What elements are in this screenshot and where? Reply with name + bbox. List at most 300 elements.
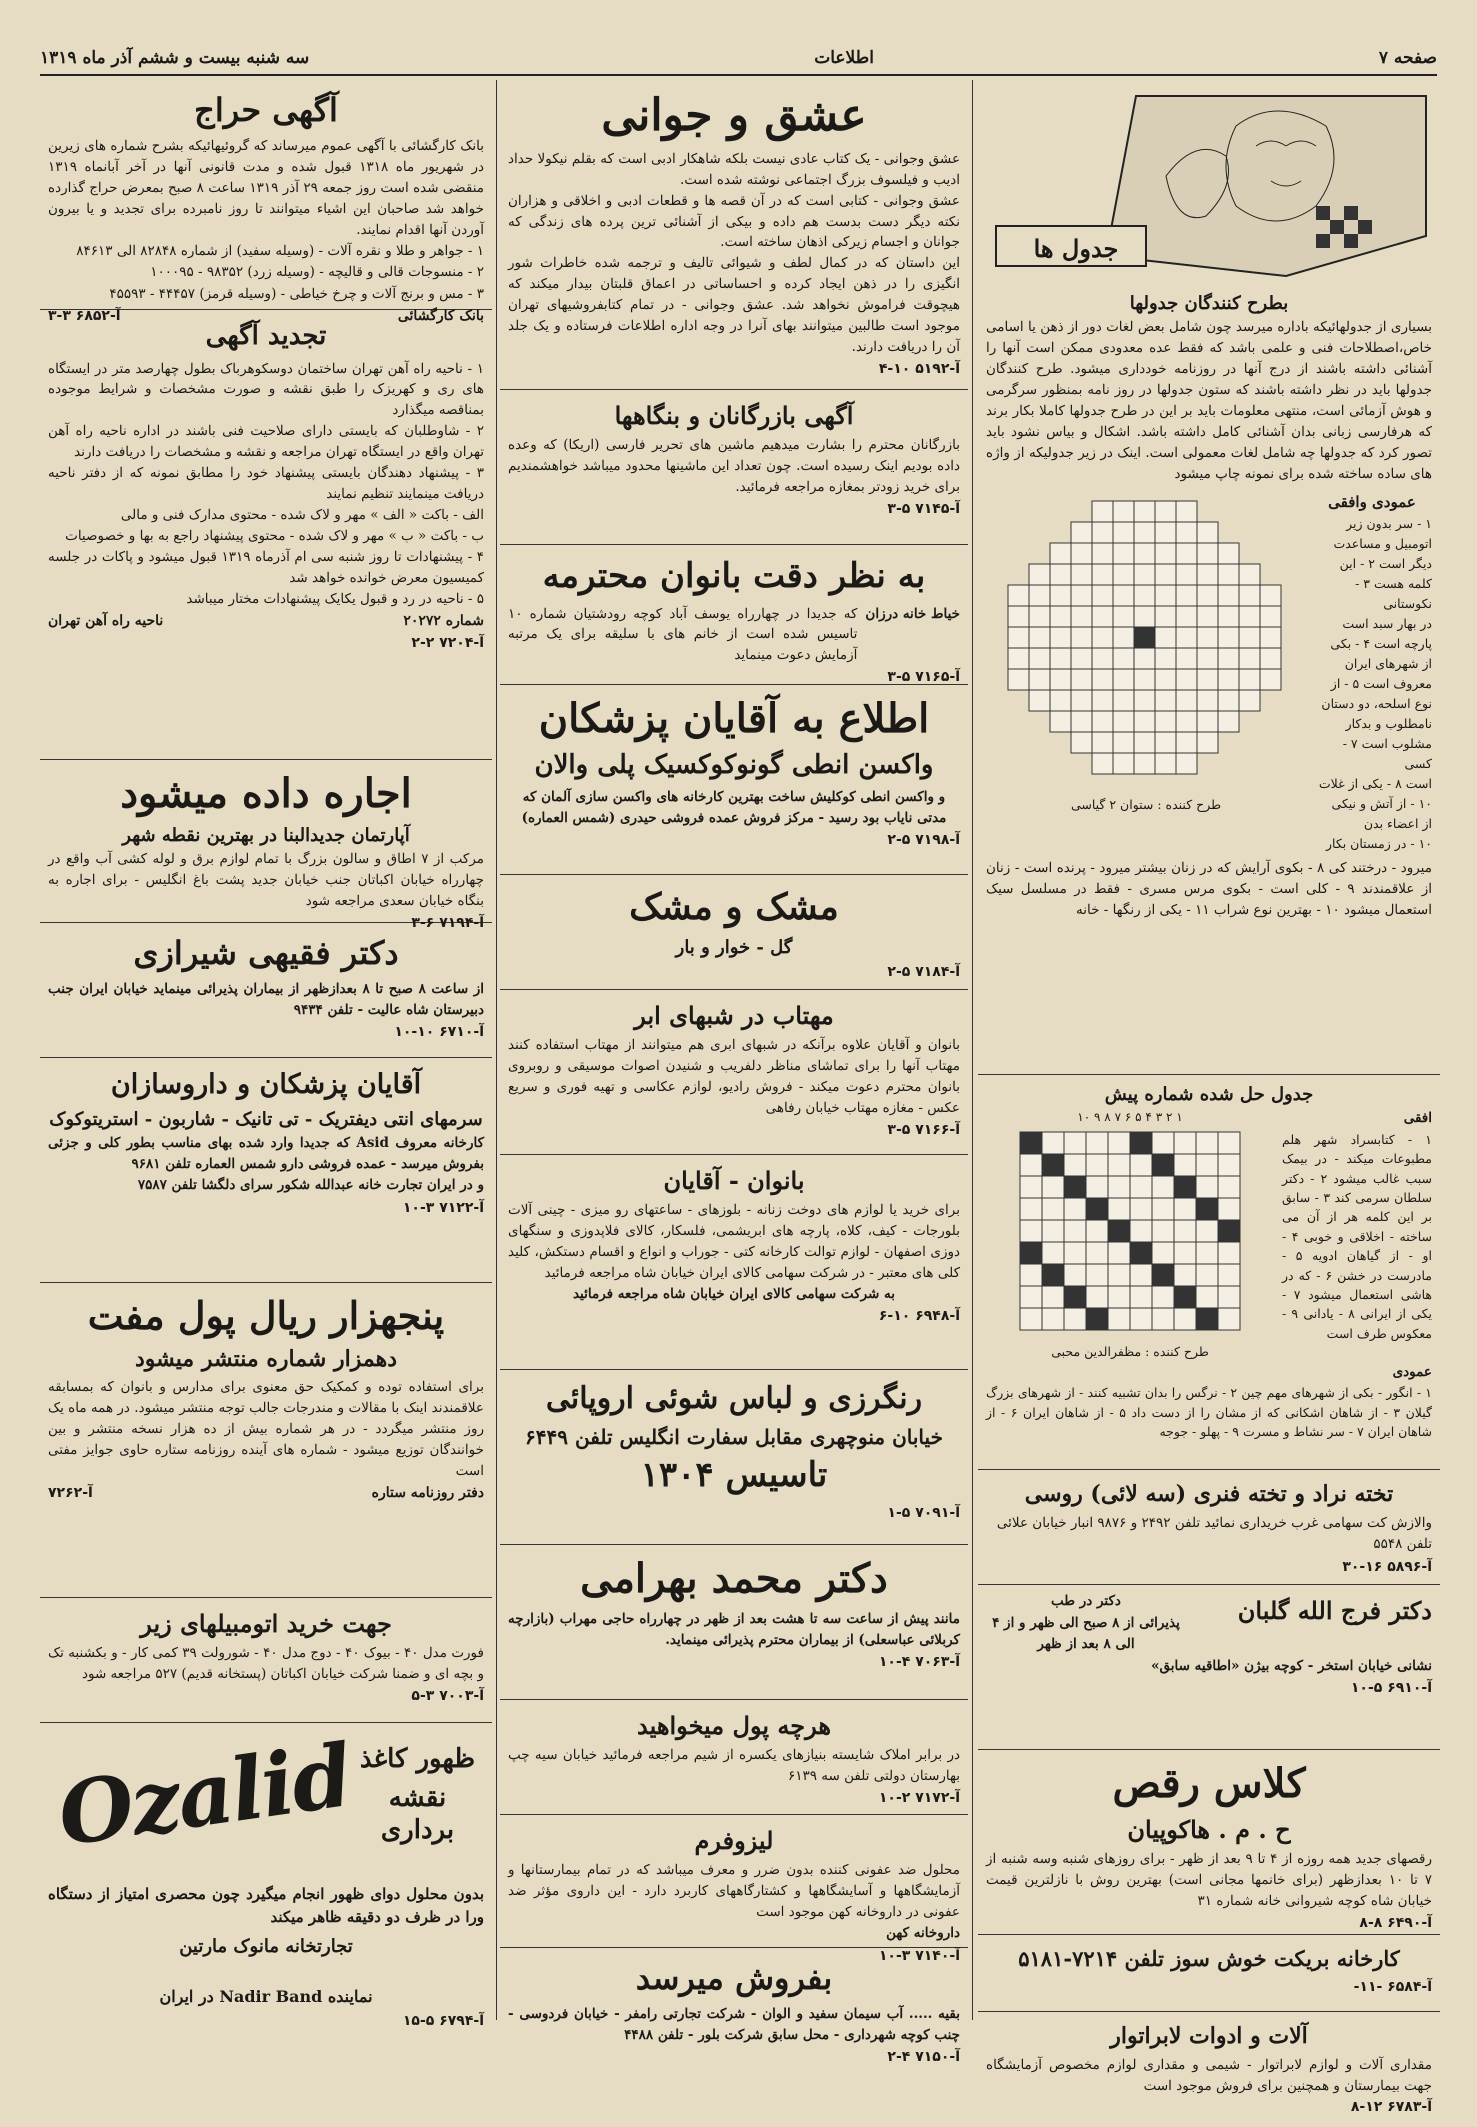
grid-cell: [1239, 648, 1260, 669]
solved-cell: [1152, 1132, 1174, 1154]
newspaper-name: اطلاعات: [814, 48, 874, 68]
grid-cell: [1134, 585, 1155, 606]
solved-cell: [1042, 1220, 1064, 1242]
briquette-title: کارخانه بریکت خوش سوز تلفن ۷۲۱۴-۵۱۸۱: [1018, 1946, 1400, 1971]
solved-cell: [1064, 1242, 1086, 1264]
grid-cell: [1155, 690, 1176, 711]
grid-cell: [1176, 501, 1197, 522]
auction-body: بانک کارگشائی با آگهی عموم میرساند که گروئیهائیکه بشرح شماره های زیرین در شهریور ماه ۱۳۱۸ قبول شده و مدت قانونی آنها در آخر آبانماه ۱۳۱۹ منقضی شده است روز جمعه ۲۹ آذر ۱۳۱۹ ساعت ۸ صبح بمعرض حراج گذارده خواهد شد صاحبان این اشیاء میتوانند تا روز نامبرده برای تجدید و یا بیرون آوردن آنها اقدام نمایند.: [48, 138, 484, 238]
grid-cell: [1239, 690, 1260, 711]
grid-cell: [1155, 732, 1176, 753]
grid-cell: [1050, 669, 1071, 690]
grid-cell: [1092, 501, 1113, 522]
renewal-title: تجدید آگهی: [205, 321, 327, 351]
ladies2-body: برای خرید یا لوازم های دوخت زنانه - بلوزهای - ساعتهای رو میزی - چینی آلات بلورجات - کیف، کلاه، پارچه های ابریشمی، فلسکار، کالای فلاپدوزی و سنگهای دوزی اصفهان - لوازم توالت کارخانه کتی - جوراب و انواع و اقسام دستکش، کلید کلی های معتبر - در شرکت سهامی کالای ایران خیابان شاه مراجعه فرمائید: [508, 1202, 960, 1281]
across-clue: نامطلوب و بدکار: [1345, 716, 1432, 732]
solved-black-cell: [1152, 1264, 1174, 1286]
love-body-2: عشق وجوانی - کتابی است که در آن قصه ها و قطعات ادبی و اخلاقی و هزاران نکته دیگر دست بدست هم داده و بیکی از آشنائی ترین پرده های زندگی که جوانان و اجسام زیرکی اذهان ساخته است.: [508, 192, 960, 251]
solved-cell: [1086, 1176, 1108, 1198]
solved-black-cell: [1064, 1176, 1086, 1198]
solved-cell: [1196, 1220, 1218, 1242]
grid-cell: [1071, 690, 1092, 711]
grid-cell: [1260, 585, 1281, 606]
grid-cell: [1218, 711, 1239, 732]
grid-cell: [1071, 732, 1092, 753]
dr-bahrami-ad: [500, 1545, 968, 1700]
bahrami-body: مانند پیش از ساعت سه تا هشت بعد از ظهر در چهارراه حاجی مهراب (بازارچه کربلائی عباسعلی) از بیماران محترم پذیرائی مینماید.: [508, 1611, 960, 1648]
solved-cell: [1130, 1220, 1152, 1242]
grid-cell: [1260, 627, 1281, 648]
dance-title: کلاس رقص: [1112, 1760, 1306, 1807]
faghihi-title: دکتر فقیهی شیرازی: [133, 934, 399, 972]
cars-title: جهت خرید اتومبیلهای زیر: [140, 1609, 392, 1638]
window-title: پنجهزار ریال پول مفت: [87, 1293, 445, 1338]
across-clue: ۱۰ - در زمستان بکار: [1325, 836, 1432, 852]
pharma-body: کارخانه معروف Asid که جدیدا وارد شده بهای مناسب بطور کلی و جزئی بفروش میرسد - عمده فروشی دارو شمس العماره تلفن ۹۶۸۱: [48, 1135, 485, 1173]
grid-cell: [1176, 627, 1197, 648]
solved-cell: [1064, 1198, 1086, 1220]
solved-cell: [1130, 1264, 1152, 1286]
dance-teacher: ح . م . هاکوپیان: [1127, 1815, 1291, 1844]
across-clue: ۱ - سر بدون زیر: [1346, 516, 1432, 532]
grid-cell: [1029, 564, 1050, 585]
doctor-golban-ref: آ-۶۹۱۰ ۵-۱۰: [1350, 1680, 1432, 1697]
grid-cell: [1071, 606, 1092, 627]
grid-cell: [1197, 690, 1218, 711]
grid-cell: [1176, 732, 1197, 753]
grid-cell: [1176, 564, 1197, 585]
pharma-ad: [40, 1058, 492, 1283]
grid-cell: [1008, 585, 1029, 606]
solved-black-cell: [1086, 1308, 1108, 1330]
grid-cell: [1155, 585, 1176, 606]
mahtab-ref: آ-۷۱۶۶ ۵-۳: [887, 1121, 960, 1138]
solved-cell: [1020, 1176, 1042, 1198]
solved-cell: [1152, 1198, 1174, 1220]
solved-cell: [1108, 1308, 1130, 1330]
solved-cell: [1042, 1132, 1064, 1154]
musk-ref: آ-۷۱۸۴ ۵-۲: [887, 964, 960, 981]
grid-cell: [1092, 627, 1113, 648]
grid-cell: [1092, 606, 1113, 627]
grid-cell: [1176, 711, 1197, 732]
solved-cell: [1130, 1286, 1152, 1308]
briquette-ref: آ-۶۵۸۴ -۱۱-: [1353, 1979, 1432, 1996]
renewal-item: الف - باکت « الف » مهر و لاک شده - محتوی مدارک فنی و مالی: [120, 506, 484, 523]
page-header: [40, 42, 1437, 76]
solved-cell: [1086, 1220, 1108, 1242]
dyeing-ad: [500, 1370, 968, 1545]
renewal-sign: ناحیه راه آهن تهران: [48, 612, 164, 629]
doctor-golban-sub: دکتر در طب: [1051, 1593, 1121, 1609]
doctor-golban-ad: [978, 1585, 1440, 1750]
renewal-item: ۳ - پیشنهاد دهندگان بایستی پیشنهاد خود را مطابق نمونه که از دفتر ناحیه دریافت مینمایند تنظیم نمایند: [48, 465, 484, 503]
grid-cell: [1029, 669, 1050, 690]
sale-title: بفروش میرسد: [635, 1959, 833, 1997]
grid-cell: [1092, 711, 1113, 732]
grid-cell: [1134, 648, 1155, 669]
lysoform-title: لیزوفرم: [694, 1826, 774, 1855]
solved-cell: [1152, 1286, 1174, 1308]
renewal-item: ۴ - پیشنهادات تا روز شنبه سی ام آذرماه ۱۳۱۹ قبول میشود و پاکات در جلسه کمیسیون معرض خوانده خواهد شد: [48, 548, 484, 586]
briquette-ad: [978, 1935, 1440, 2012]
across-clue: از شهرهای ایران: [1344, 656, 1432, 672]
grid-cell: [1197, 648, 1218, 669]
across-clue: نوع اسلحه، دو دستان: [1321, 696, 1432, 712]
grid-cell: [1197, 543, 1218, 564]
solved-cell: [1196, 1242, 1218, 1264]
ladies-ref: آ-۷۱۶۵ ۵-۳: [887, 669, 960, 686]
merchants-title: آگهی بازرگانان و بنگاهها: [614, 401, 854, 430]
grid-cell: [1092, 690, 1113, 711]
rent-ref: آ-۷۱۹۴ ۶-۳: [411, 915, 484, 932]
grid-cell: [1008, 648, 1029, 669]
grid-cell: [1113, 627, 1134, 648]
love-body-3: این داستان که در کمال لطف و شیوائی تالیف و ترجمه شده خاطرات شور انگیزی را در ذهن ایجاد کرده و احساساتی در اعماق قلبتان بیدار میکند که هیچوقت فراموش نخواهد شد. عشق وجوانی - در تمام کتابفروشیهای تهران موجود است طالبین میتوانند بهای آنرا در وجه اداره اطلاعات فرستاده و یک جلد آن را دریافت دارند.: [508, 255, 960, 356]
solved-cell: [1064, 1132, 1086, 1154]
auction-ad: [40, 80, 492, 325]
grid-cell: [1134, 753, 1155, 774]
window-sign: دفتر روزنامه ستاره: [371, 1484, 484, 1501]
renewal-number: شماره ۲۰۲۷۲: [403, 612, 484, 629]
grid-cell: [1092, 585, 1113, 606]
grid-cell: [1176, 753, 1197, 774]
mahtab-title: مهتاب در شبهای ابر: [634, 1001, 834, 1030]
solved-black-cell: [1108, 1220, 1130, 1242]
grid-cell: [1176, 522, 1197, 543]
solved-black-cell: [1042, 1154, 1064, 1176]
solved-cell: [1042, 1242, 1064, 1264]
solved-cell: [1174, 1308, 1196, 1330]
grid-cell: [1092, 753, 1113, 774]
solved-cell: [1086, 1264, 1108, 1286]
solved-cell: [1108, 1154, 1130, 1176]
grid-cell: [1029, 690, 1050, 711]
grid-cell: [1218, 627, 1239, 648]
auction-sign: بانک کارگشائی: [397, 308, 484, 325]
window-sub: دهمزار شماره منتشر میشود: [134, 1345, 397, 1372]
plywood-ref: آ-۵۸۹۶ ۱۶-۳۰: [1342, 1558, 1432, 1575]
solved-cell: [1130, 1154, 1152, 1176]
ozalid-body: بدون محلول دوای ظهور انجام میگیرد چون محصری امتیاز از دستگاه ورا در ظرف دو دقیقه ظاهر میکند: [48, 1884, 484, 1926]
solved-cell: [1196, 1154, 1218, 1176]
grid-cell: [1008, 627, 1029, 648]
solved-cell: [1042, 1286, 1064, 1308]
grid-cell: [1218, 564, 1239, 585]
grid-cell: [1092, 564, 1113, 585]
grid-cell: [1197, 732, 1218, 753]
solved-cell: [1020, 1286, 1042, 1308]
across-clue: کلمه هست ۳ - نکوستانی: [1355, 576, 1432, 612]
grid-cell: [1155, 711, 1176, 732]
solved-cell: [1218, 1286, 1240, 1308]
solved-cell: [1086, 1132, 1108, 1154]
crossword-banner-text: جدول ها: [1033, 234, 1119, 263]
grid-cell: [1113, 606, 1134, 627]
cars-ad: [40, 1598, 492, 1723]
page-number: صفحه ۷: [1378, 48, 1437, 68]
grid-cell: [1155, 564, 1176, 585]
solved-cell: [1086, 1242, 1108, 1264]
vaccine-ref: آ-۷۱۹۸ ۵-۲: [887, 831, 960, 848]
crossword-section: [978, 80, 1440, 1075]
grid-cell: [1050, 627, 1071, 648]
grid-cell: [1155, 501, 1176, 522]
vaccine-title: اطلاع به آقایان پزشکان: [538, 695, 930, 742]
grid-cell: [1197, 669, 1218, 690]
grid-cell: [1218, 606, 1239, 627]
grid-cell: [1008, 606, 1029, 627]
cars-body: فورت مدل ۴۰ - بیوک ۴۰ - دوج مدل ۴۰ - شورولت ۳۹ کمی کار - و بکشنبه تک و بچه ای و ضمنا شرکت خیابان اکباتان (پستخانه قدیم) ۵۲۷ مراجعه شود: [48, 1645, 484, 1683]
grid-cell: [1134, 543, 1155, 564]
ozalid-logo: Ozalid: [52, 1724, 357, 1866]
solved-black-cell: [1152, 1154, 1174, 1176]
renewal-item: ۲ - شاوطلبان که بایستی دارای صلاحیت فنی باشند در اداره ناحیه راه آهن تهران واقع در ایستگاه تهران مراجعه و نقشه و مشخصات را دریافت دارند: [48, 423, 484, 461]
grid-cell: [1176, 690, 1197, 711]
ozalid-ref: آ-۶۷۹۴ ۵-۱۵: [402, 2012, 484, 2029]
doctor-golban-address: نشانی خیابان استخر - کوچه بیژن «اطاقیه سابق»: [1151, 1657, 1432, 1674]
grid-cell: [1008, 669, 1029, 690]
grid-cell: [1029, 585, 1050, 606]
solved-cell: [1108, 1132, 1130, 1154]
renewal-item: ۱ - ناحیه راه آهن تهران ساختمان دوسکوهرباک بطول چهارصد متر در ایستگاه های ری و کهریزک را طبق نقشه و صورت مشخصات و شرایط موجوده بمناقصه میگذارد: [48, 360, 484, 419]
window-ref: آ-۷۲۶۲: [48, 1484, 93, 1501]
solved-cell: [1218, 1132, 1240, 1154]
solved-cell: [1174, 1198, 1196, 1220]
grid-cell: [1071, 522, 1092, 543]
grid-cell: [1176, 606, 1197, 627]
solved-cell: [1152, 1242, 1174, 1264]
dye-established: تاسیس ۱۳۰۴: [640, 1454, 828, 1495]
grid-cell: [1239, 669, 1260, 690]
crossword-grid: [986, 491, 1306, 791]
grid-cell: [1113, 732, 1134, 753]
dr-faghihi-ad: [40, 923, 492, 1058]
merchants-body: بازرگانان محترم را بشارت میدهیم ماشین های تحریر فارسی (اریکا) که وعده داده بودیم اینک رسیده است. چون تعداد این ماشینها محدود میباشد خواهشمندیم برای خرید زودتر بمغازه مراجعه فرمائید.: [508, 437, 960, 496]
grid-cell: [1050, 606, 1071, 627]
grid-cell: [1197, 564, 1218, 585]
solved-cell: [1196, 1176, 1218, 1198]
grid-cell: [1050, 648, 1071, 669]
grid-cell: [1155, 606, 1176, 627]
designers-title: بطرح کنندگان جدولها: [1129, 293, 1289, 314]
across-clue: اتومبیل و مساعدت: [1333, 536, 1432, 552]
grid-cell: [1071, 627, 1092, 648]
grid-cell: [1218, 690, 1239, 711]
grid-cell: [1134, 690, 1155, 711]
grid-cell: [1029, 627, 1050, 648]
solved-cell: [1108, 1242, 1130, 1264]
grid-cell: [1176, 585, 1197, 606]
grid-cell: [1134, 522, 1155, 543]
love-ref: آ-۵۱۹۲ ۱۰-۴: [878, 361, 960, 378]
grid-cell: [1155, 627, 1176, 648]
renewal-ref: آ-۷۲۰۴ ۲-۲: [411, 634, 484, 651]
solved-cell: [1020, 1220, 1042, 1242]
ladies-tailor-ad: [500, 545, 968, 685]
lysoform-ad: [500, 1815, 968, 1964]
renewal-item: ۵ - ناحیه در رد و قبول یکایک پیشنهادات مختار میباشد: [186, 590, 484, 607]
grid-cell: [1239, 564, 1260, 585]
musk-ad: [500, 875, 968, 990]
solved-cell: [1020, 1264, 1042, 1286]
across-clue: دیگر است ۲ - این: [1339, 556, 1432, 572]
dye-title: رنگرزی و لباس شوئی اروپائی: [545, 1381, 923, 1416]
grid-cell: [1113, 711, 1134, 732]
solved-cell: [1086, 1286, 1108, 1308]
solved-black-cell: [1196, 1198, 1218, 1220]
grid-cell: [1134, 501, 1155, 522]
pharma-sub: سرمهای انتی دیفتریک - تی تانیک - شاربون - استریتوکوک: [49, 1108, 483, 1130]
solved-vertical-label: عمودی: [1392, 1363, 1432, 1380]
ladies2-sign: به شرکت سهامی کالای ایران خیابان شاه مراجعه فرمائید: [572, 1285, 896, 1302]
vaccine-sub: واکسن انطی گونوکوکسیک پلی والان: [534, 750, 934, 780]
solved-cell: [1108, 1264, 1130, 1286]
pharma-ref: آ-۷۱۲۲ ۳-۱۰: [402, 1199, 484, 1216]
lysoform-ref: آ-۷۱۴۰ ۳-۱۰: [878, 1947, 960, 1964]
solved-horizontal-label: افقی: [1403, 1110, 1432, 1127]
across-clue: ۱۰ - از آتش و نیکی: [1331, 796, 1432, 812]
grid-cell: [1092, 732, 1113, 753]
grid-cell: [1092, 543, 1113, 564]
grid-cell: [1239, 585, 1260, 606]
money-ad: [500, 1700, 968, 1815]
solved-cell: [1174, 1220, 1196, 1242]
middle-column: [500, 80, 968, 2065]
solved-horizontal-clues: ۱ - کتابسراد شهر هلم مطبوعات میکند - در بیمک سبب غالب میشود ۲ - دکتر سلطان سرمی کند ۳ - سابق بر این کلمه هر از آن می ساخته - اخلاقی و خوبی ۴ - او - از گیاهان ادویه ۵ - مادرست در خشن ۶ - که در هاشی استعمال میشود ۷ - یکی از ایرانی ۸ - یادانی ۹ - معکوس طرف است: [1282, 1131, 1433, 1341]
grid-cell: [1176, 648, 1197, 669]
pharma-address: و در ایران تجارت خانه عبدالله شکور سرای دلگشا تلفن ۷۵۸۷: [137, 1176, 484, 1193]
grid-cell: [1197, 585, 1218, 606]
solved-cell: [1218, 1154, 1240, 1176]
grid-cell: [1176, 543, 1197, 564]
ozalid-footer: نماینده Nadir Band در ایران: [159, 1987, 373, 2007]
solved-black-cell: [1064, 1286, 1086, 1308]
solved-black-cell: [1218, 1220, 1240, 1242]
grid-cell: [1218, 648, 1239, 669]
solved-cell: [1152, 1176, 1174, 1198]
solved-vertical-clues: ۱ - انگور - بکی از شهرهای مهم چین ۲ - نرگس را بدان تشبیه کنند - از شهرهای بزرگ گیلان ۳ - از شاهان اشکانی که از مشان را از دست داد ۵ - از شاهان ایران ۶ - از شاهان ایران ۷ - سر نشاط و مسرت ۹ - پهلو - جوجه: [986, 1385, 1432, 1439]
solved-black-cell: [1196, 1308, 1218, 1330]
dance-class-ad: [978, 1750, 1440, 1935]
grid-cell: [1197, 606, 1218, 627]
solved-cell: [1218, 1242, 1240, 1264]
solved-cell: [1218, 1198, 1240, 1220]
window-body: برای استفاده توده و کمکیک حق معنوی برای مدارس و بانوان که بمسابقه علاقمندند اینک با مقالات و مندرجات جالب توجه منتشر میشود. در همه ماه یک روز منتشر میگردد - در هر شماره بیش از ده هزار نسخه منتشر و بین خوانندگان توزیع میشود - شماره های آینده روزنامه ستاره حاوی جوایز مفتی است: [48, 1379, 484, 1479]
ozalid-ad: [40, 1723, 492, 2097]
solved-black-cell: [1086, 1198, 1108, 1220]
ladies-title: به نظر دقت بانوان محترمه: [542, 556, 926, 596]
solved-cell: [1174, 1242, 1196, 1264]
auction-title: آگهی حراج: [194, 91, 338, 129]
grid-cell: [1092, 648, 1113, 669]
grid-cell: [1218, 585, 1239, 606]
lab-title: آلات و ادوات لابراتوار: [1110, 2023, 1308, 2049]
solved-cell: [1064, 1220, 1086, 1242]
vaccine-body: و واکسن انطی کوکلیش ساخت بهترین کارخانه های واکسن سازی آلمان که مدتی نایاب بود رسید - مرکز فروش عمده فروشی حیدری (شمس العماره): [521, 788, 947, 826]
column-divider: [972, 80, 973, 2020]
love-title: عشق و جوانی: [601, 90, 867, 141]
grid-cell: [1260, 648, 1281, 669]
solved-cell: [1020, 1198, 1042, 1220]
across-clue: است ۸ - یکی از غلات: [1318, 776, 1432, 792]
grid-cell: [1260, 606, 1281, 627]
grid-cell: [1050, 711, 1071, 732]
solved-cell: [1174, 1154, 1196, 1176]
pharma-title: آقایان پزشکان و داروسازان: [110, 1069, 422, 1100]
grid-cell: [1113, 543, 1134, 564]
grid-cell: [1176, 669, 1197, 690]
grid-cell: [1155, 648, 1176, 669]
solved-black-cell: [1020, 1132, 1042, 1154]
grid-cell: [1134, 564, 1155, 585]
window-footer: [48, 1482, 484, 1504]
solved-cell: [1174, 1264, 1196, 1286]
solved-cell: [1218, 1308, 1240, 1330]
plywood-body: والازش کت سهامی غرب خریداری نمائید تلفن ۲۴۹۲ و ۹۸۷۶ انبار خیابان علائی تلفن ۵۵۴۸: [996, 1514, 1432, 1553]
grid-cell: [1050, 564, 1071, 585]
solved-title: جدول حل شده شماره پیش: [1104, 1084, 1314, 1105]
doctor-golban-hours: پذیرائی از ۸ صبح الی ظهر و از ۴ الی ۸ بعد از ظهر: [992, 1614, 1180, 1653]
rent-title: اجاره داده میشود: [120, 770, 412, 817]
grid-cell: [1134, 669, 1155, 690]
lysoform-body: محلول ضد عفونی کننده بدون ضرر و معرف میباشد که در تمام بیمارستانها و آزمایشگاهها و آسایشگاهها و کشتارگاههای کاربرد دارد - این داروی مؤثر ضد عفونی در داروخانه کهن موجود است: [508, 1862, 960, 1921]
musk-title: مشک و مشک: [629, 886, 839, 928]
solved-cell: [1130, 1176, 1152, 1198]
solved-cell: [1130, 1308, 1152, 1330]
after-grid-text: میرود - درختند کی ۸ - بکوی آرایش که در زنان بیشتر میرود - پرنده است - زنان از علاقمندند ۹ - کلی است - بکوی مرس مسری - فقط در مسلسل سیک استعمال میشود ۱۰ - بهترین نوع شراب ۱۱ - یکی از رنگها - خانه: [986, 860, 1432, 919]
ladies-body: که جدیدا در چهارراه یوسف آباد کوچه رودشتیان شماره ۱۰ تاسیس شده است از خانم های با سلیقه برای یک مرتبه آزمایش دعوت مینماید: [508, 605, 858, 664]
solved-black-cell: [1020, 1242, 1042, 1264]
grid-cell: [1113, 690, 1134, 711]
grid-cell: [1071, 585, 1092, 606]
ozalid-title-1: ظهور کاغذ: [359, 1744, 476, 1774]
grid-cell: [1155, 669, 1176, 690]
renewal-item: ب - باکت « ب » مهر و لاک شده - محتوی پیشنهاد راجع به بها و خصوصیات: [65, 527, 484, 544]
love-youth-ad: [500, 80, 968, 390]
auction-ref: آ-۶۸۵۲ ۳-۳: [48, 308, 121, 325]
musk-sub: گل - خوار و بار: [675, 937, 793, 958]
grid-cell: [1050, 543, 1071, 564]
solved-black-cell: [1130, 1132, 1152, 1154]
merchants-ad: [500, 390, 968, 545]
money-title: هرچه پول میخواهید: [637, 1711, 831, 1740]
plywood-ad: [978, 1470, 1440, 1585]
grid-cell: [1260, 669, 1281, 690]
solved-cell: [1064, 1264, 1086, 1286]
star-newspaper-ad: [40, 1283, 492, 1598]
grid-cell: [1050, 585, 1071, 606]
ladies-sub: خیاط خانه درزان: [865, 605, 960, 622]
solved-cell: [1020, 1308, 1042, 1330]
dye-ref: آ-۷۰۹۱ ۵-۱: [887, 1505, 960, 1521]
solved-crossword-section: [978, 1075, 1440, 1470]
solved-cell: [1218, 1264, 1240, 1286]
left-column: [40, 80, 492, 2029]
crossword-illustration: [986, 86, 1432, 286]
money-ref: آ-۷۱۷۲ ۲-۱۰: [878, 1790, 960, 1807]
merchants-ref: آ-۷۱۴۵ ۵-۳: [887, 500, 960, 517]
solved-cell: [1130, 1198, 1152, 1220]
solved-cell: [1064, 1154, 1086, 1176]
solved-cell: [1196, 1264, 1218, 1286]
issue-date: سه شنبه بیست و ششم آذر ماه ۱۳۱۹: [40, 48, 310, 68]
solved-cell: [1196, 1132, 1218, 1154]
across-clue: معروف است ۵ - از: [1330, 676, 1432, 692]
grid-cell: [1134, 732, 1155, 753]
plywood-title: تخته نراد و تخته فنری (سه لائی) روسی: [1024, 1481, 1394, 1507]
solved-cell: [1152, 1220, 1174, 1242]
